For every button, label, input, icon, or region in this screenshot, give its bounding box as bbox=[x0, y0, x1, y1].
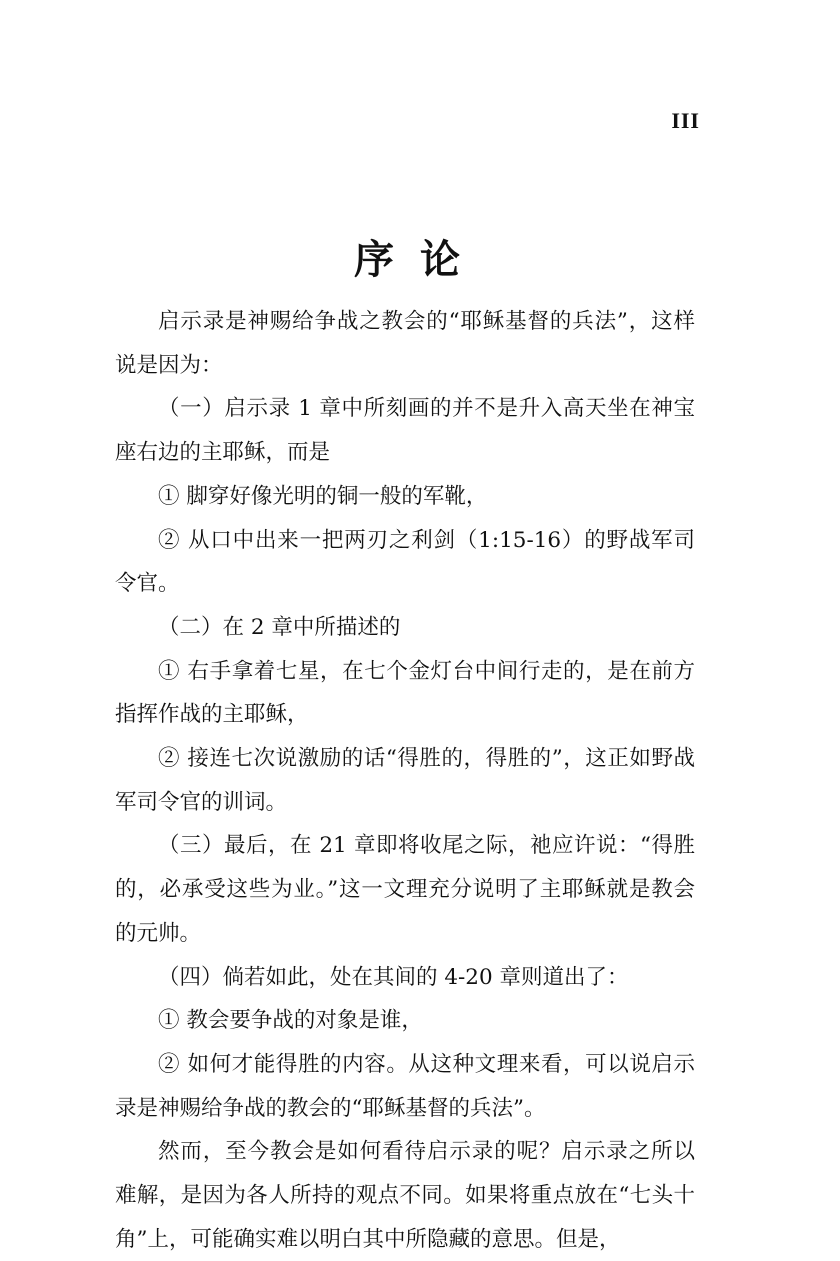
paragraph: （一）启示录 1 章中所刻画的并不是升入高天坐在神宝座右边的主耶稣，而是 bbox=[115, 396, 695, 466]
paragraph: （四）倘若如此，处在其间的 4-20 章则道出了： bbox=[158, 964, 629, 990]
list-item: ② 接连七次说激励的话“得胜的，得胜的”，这正如野战军司令官的训词。 bbox=[115, 746, 695, 815]
list-item: ① 右手拿着七星，在七个金灯台中间行走的，是在前方指挥作战的主耶稣， bbox=[115, 658, 695, 728]
paragraph: （三）最后，在 21 章即将收尾之际，祂应许说：“得胜的，必承受这些为业。”这一文理充分说明了主耶稣就是教会的元帅。 bbox=[115, 833, 695, 946]
paragraph: 启示录是神赐给争战之教会的“耶稣基督的兵法”，这样说是因为： bbox=[115, 309, 695, 378]
list-item: ② 从口中出来一把两刃之利剑（1:15-16）的野战军司令官。 bbox=[115, 527, 695, 597]
list-item: ① 教会要争战的对象是谁， bbox=[158, 1008, 423, 1034]
paragraph: （二）在 2 章中所描述的 bbox=[158, 614, 401, 640]
page-title: 序 论 bbox=[354, 237, 466, 283]
paragraph: 然而，至今教会是如何看待启示录的呢？启示录之所以难解，是因为各人所持的观点不同。如果将重点放在“七头十角”上，可能确实难以明白其中所隐藏的意思。但是， bbox=[115, 1139, 695, 1252]
list-item: ② 如何才能得胜的内容。从这种文理来看，可以说启示录是神赐给争战的教会的“耶稣基督的兵法”。 bbox=[115, 1051, 695, 1121]
list-item: ① 脚穿好像光明的铜一般的军靴， bbox=[158, 483, 488, 509]
page-number: III bbox=[671, 108, 700, 133]
document-body bbox=[115, 300, 695, 1261]
